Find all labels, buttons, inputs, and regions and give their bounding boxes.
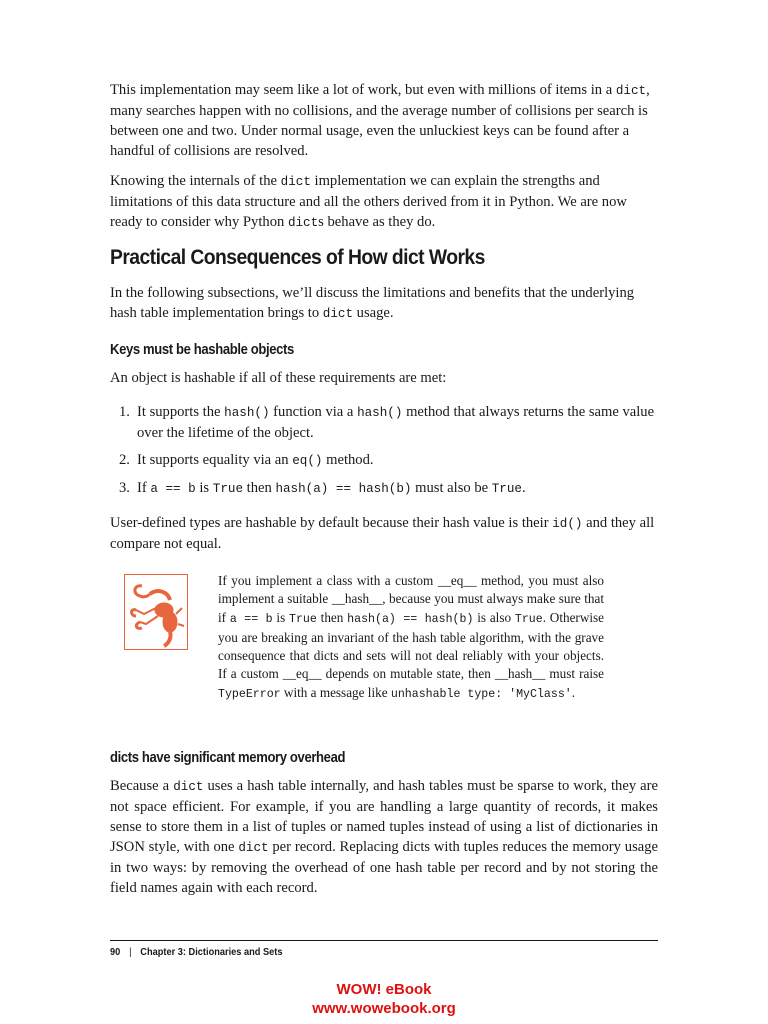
inline-code: dict [173,780,204,794]
inline-code: dict [287,216,319,230]
watermark-url: www.wowebook.org [312,1000,456,1017]
inline-code: hash(a) == hash(b) [275,482,412,496]
warning-note: If you implement a class with a custom __eq__ method, you must also implement a suitable __hash__, because you must always make sure that if a == b is True then hash(a) == hash(b) is also True. Otherwise you are breaking an invariant of the hash table algorithm, with the grave consequence that dicts and sets will not deal reliably with your objects. If a custom __eq__ depends on mutable state, then __hash__ must raise TypeError with a message like unhashable type: 'MyClass'. [218,573,604,701]
list-item [110,478,658,499]
inline-code: True [491,482,522,496]
inline-code: dict [322,307,354,321]
list-item [110,450,658,471]
chapter-title: Chapter 3: Dictionaries and Sets [140,946,283,958]
page-footer [110,946,283,958]
inline-code: TypeError [218,687,281,701]
watermark-title: WOW! eBook [336,981,432,998]
inline-code: hash(a) == hash(b) [347,612,474,626]
subsections-paragraph: In the following subsections, we’ll discuss the limitations and benefits that the underlying hash table implementation brings to dict usage. [110,285,635,321]
user-defined-paragraph: User-defined types are hashable by default because their hash value is their id() and they all compare not equal. [110,515,655,552]
list-text: It supports the hash() function via a hash() method that always returns the same value over the lifetime of the object. [137,404,655,441]
list-text: It supports equality via an eq() method. [137,452,374,468]
inline-code: unhashable type: 'MyClass' [390,687,572,701]
list-text: If a == b is True then hash(a) == hash(b) must also be True. [137,480,526,496]
inline-code: a == b [229,612,273,626]
inline-code: id() [552,517,583,531]
inline-code: True [289,612,317,626]
inline-code: hash() [357,406,403,420]
list-number: 2. [119,452,130,468]
section-title: Practical Consequences of How dict Works [110,246,485,269]
memory-paragraph: Because a dict uses a hash table internally, and hash tables must be sparse to work, they are not space efficient. For example, if you are handling a large quantity of records, it makes sense to store them in a list of tuples or named tuples instead of using a list of dictionaries in JSON style, with one dict per record. Replacing dicts with tuples reduces the memory usage in two ways: by removing the overhead of one hash table per record and by not storing the field names again with each record. [110,778,658,896]
inline-code: eq() [292,454,323,468]
footer-rule [110,940,658,941]
list-number: 3. [119,480,130,496]
scorpion-icon [124,574,188,650]
inline-code: True [514,612,543,626]
inline-code: dict [615,84,647,98]
memory-overhead-heading: dicts have significant memory overhead [110,750,346,766]
list-number: 1. [119,404,130,420]
inline-code: dict [238,841,269,855]
page-number: 90 [110,946,121,958]
inline-code: True [212,482,243,496]
hashable-keys-heading: Keys must be hashable objects [110,342,294,358]
inline-code: dict [280,175,311,189]
internals-paragraph: Knowing the internals of the dict implementation we can explain the strengths and limitations of this data structure and all the others derived from it in Python. We are now ready to consider why Python dicts behave as they do. [110,173,627,230]
footer-separator: | [129,946,132,958]
list-item [110,402,658,443]
requirements-list [110,402,658,506]
intro-paragraph: This implementation may seem like a lot of work, but even with millions of items in a dict, many searches happen with no collisions, and the average number of collisions per search is between one and two. Under normal usage, even the unluckiest keys can be found after a handful of collisions are resolved. [110,82,650,159]
inline-code: a == b [150,482,196,496]
hashable-definition: An object is hashable if all of these requirements are met: [110,370,447,386]
inline-code: hash() [224,406,270,420]
